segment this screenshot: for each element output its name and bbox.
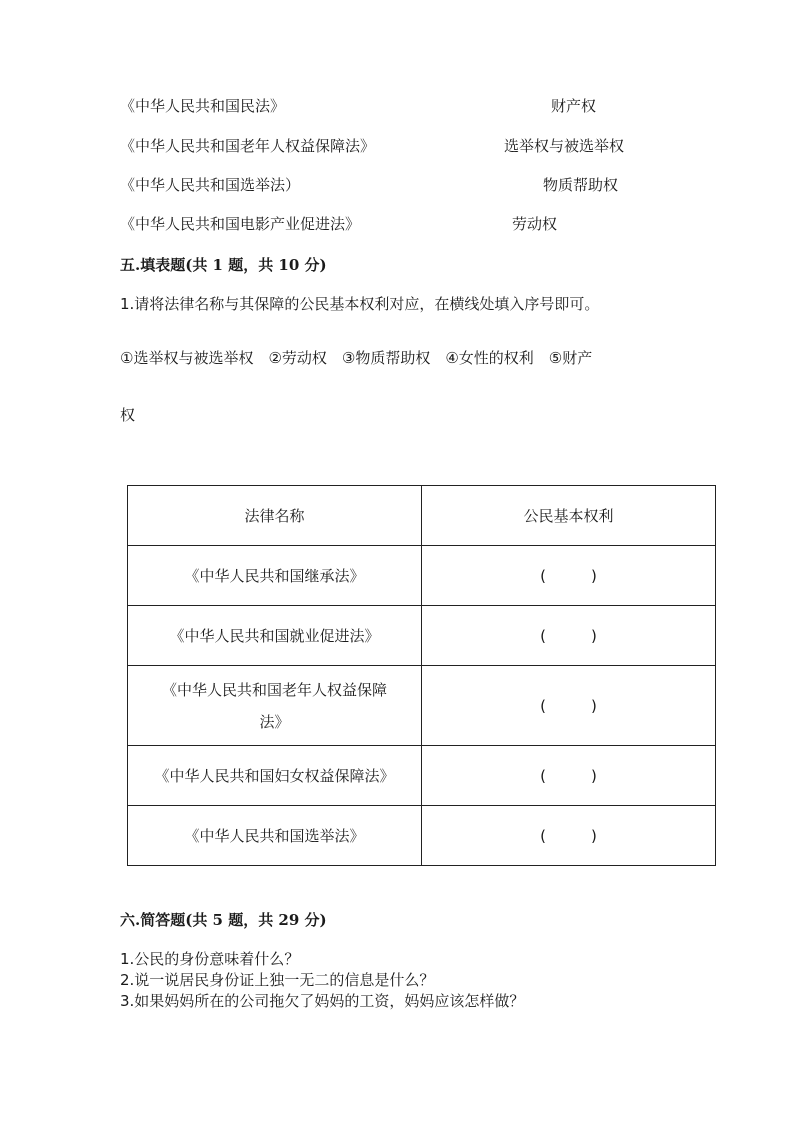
question-item: 1.公民的身份意味着什么？ — [120, 950, 300, 968]
header-law-name: 法律名称 — [128, 486, 422, 546]
question-item: 3.如果妈妈所在的公司拖欠了妈妈的工资，妈妈应该怎样做？ — [120, 992, 525, 1010]
section-heading-short-answer: 六.简答题(共 5 题，共 29 分) — [120, 911, 327, 929]
matching-law: 《中华人民共和国老年人权益保障法》 — [120, 137, 376, 155]
matching-right: 物质帮助权 — [543, 176, 619, 194]
table-header-row — [128, 486, 716, 546]
table-row — [128, 666, 716, 746]
law-name-cell: 《中华人民共和国继承法》 — [128, 546, 422, 606]
section-heading-fill-table: 五.填表题(共 1 题，共 10 分) — [120, 256, 327, 274]
law-name-cell: 《中华人民共和国选举法》 — [128, 806, 422, 866]
answer-options-wrap: 权 — [120, 406, 136, 424]
matching-right: 财产权 — [551, 97, 597, 115]
answer-blank[interactable]: ( ) — [422, 666, 716, 746]
law-name-cell: 《中华人民共和国妇女权益保障法》 — [128, 746, 422, 806]
header-civil-right: 公民基本权利 — [422, 486, 716, 546]
answer-blank[interactable]: ( ) — [422, 806, 716, 866]
matching-law: 《中华人民共和国民法》 — [120, 97, 286, 115]
matching-law: 《中华人民共和国电影产业促进法》 — [120, 215, 361, 233]
question-item: 2.说一说居民身份证上独一无二的信息是什么？ — [120, 971, 435, 989]
table-row — [128, 546, 716, 606]
answer-options: ①选举权与被选举权 ②劳动权 ③物质帮助权 ④女性的权利 ⑤财产 — [120, 349, 593, 367]
answer-blank[interactable]: ( ) — [422, 746, 716, 806]
matching-law: 《中华人民共和国选举法） — [120, 176, 301, 194]
table-row — [128, 606, 716, 666]
question-instruction: 1.请将法律名称与其保障的公民基本权利对应，在横线处填入序号即可。 — [120, 295, 600, 313]
matching-right: 劳动权 — [512, 215, 558, 233]
table-row — [128, 746, 716, 806]
law-name-cell: 《中华人民共和国老年人权益保障 法》 — [128, 666, 422, 746]
table-row — [128, 806, 716, 866]
answer-blank[interactable]: ( ) — [422, 546, 716, 606]
fill-in-table — [127, 485, 716, 866]
matching-right: 选举权与被选举权 — [504, 137, 625, 155]
answer-blank[interactable]: ( ) — [422, 606, 716, 666]
law-name-cell: 《中华人民共和国就业促进法》 — [128, 606, 422, 666]
